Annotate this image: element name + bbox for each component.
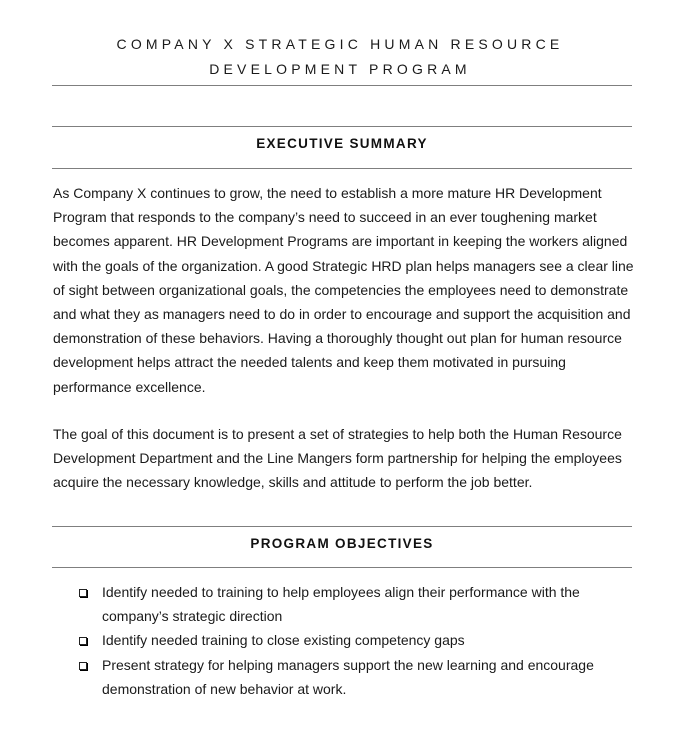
objective-text: Identify needed training to close existing competency gaps: [102, 632, 465, 649]
objective-text: Present strategy for helping managers support the new learning and encourage demonstration of new behavior at work.: [102, 656, 594, 697]
section-divider-top: [52, 526, 632, 527]
document-title-line-1: COMPANY X STRATEGIC HUMAN RESOURCE: [116, 36, 564, 52]
hollow-square-bullet-icon: [79, 662, 87, 670]
document-title-line-2: DEVELOPMENT PROGRAM: [209, 61, 471, 77]
section-divider-top: [52, 126, 632, 127]
hollow-square-bullet-icon: [79, 637, 87, 645]
program-objectives-heading: PROGRAM OBJECTIVES: [250, 536, 434, 551]
executive-summary-paragraph-1: As Company X continues to grow, the need to establish a more mature HR Development Program that responds to the company’s need to succeed in an ever toughening market becomes apparent. HR Development Programs are important in keeping the workers aligned with the goals of the organization. A good Strategic HRD plan helps managers see a clear line of sight between organizational goals, the competencies the employees need to demonstrate and what they as managers need to do in order to encourage and support the acquisition and demonstration of these behaviors. Having a thoroughly thought out plan for human resource development helps attract the needed talents and keep them motivated in pursuing performance excellence.: [53, 185, 634, 395]
objective-item: [76, 653, 636, 701]
hollow-square-bullet-icon: [79, 589, 87, 597]
executive-summary-paragraph-2: The goal of this document is to present a set of strategies to help both the Human Resource Development Department and the Line Mangers form partnership for helping the employees acquire the necessary knowledge, skills and attitude to perform the job better.: [53, 426, 622, 491]
objective-text: Identify needed to training to help employees align their performance with the company’s strategic direction: [102, 584, 580, 625]
objective-item: [76, 628, 636, 652]
executive-summary-heading: EXECUTIVE SUMMARY: [256, 136, 428, 151]
title-divider: [52, 85, 632, 86]
section-divider-bottom: [52, 168, 632, 169]
section-divider-bottom: [52, 567, 632, 568]
objective-item: [76, 580, 636, 628]
objectives-list: [76, 580, 636, 701]
